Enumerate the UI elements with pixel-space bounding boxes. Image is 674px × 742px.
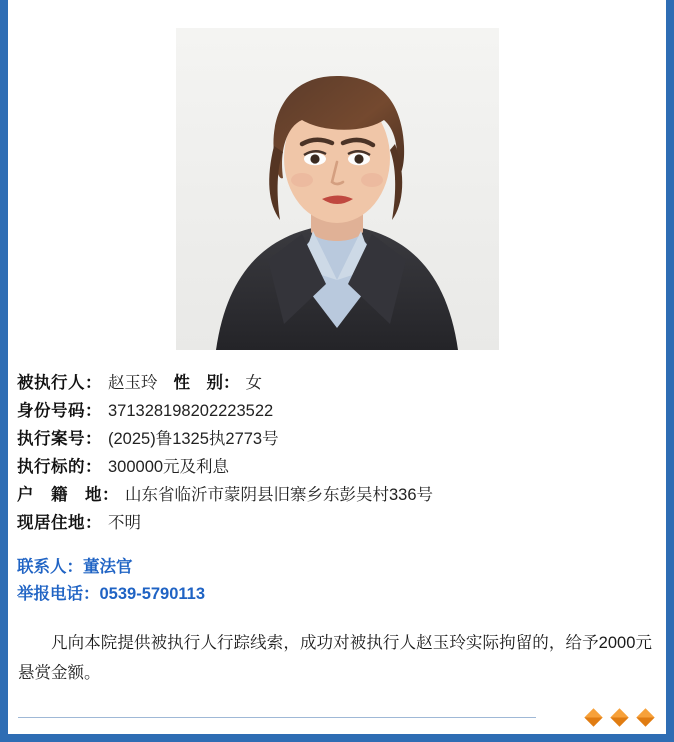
- label-contact-person: 联系人：: [17, 558, 83, 576]
- info-row-amount: [17, 454, 660, 480]
- footer-divider: [18, 717, 536, 718]
- person-photo: [176, 28, 499, 350]
- label-report-phone: 举报电话：: [17, 585, 100, 603]
- photo-container: [14, 0, 660, 350]
- poster-content: [8, 0, 666, 742]
- label-current-address: 现居住地: [17, 514, 85, 532]
- info-row-current-address: [17, 510, 660, 536]
- reward-paragraph: 凡向本院提供被执行人行踪线索，成功对被执行人赵玉玲实际拘留的，给予2000元悬赏金额。: [18, 634, 652, 682]
- label-executed-person: 被执行人: [17, 374, 85, 392]
- value-executed-person: 赵玉玲: [108, 374, 158, 392]
- contact-block: [14, 554, 660, 608]
- colon-1: ：: [85, 402, 102, 420]
- left-blue-rail: [0, 0, 8, 742]
- diamond-icon-2: [610, 708, 628, 726]
- value-contact-person: 董法官: [83, 558, 133, 576]
- case-info-block: [14, 370, 660, 536]
- footer-ornament: [8, 700, 666, 734]
- contact-person-row: [17, 554, 660, 581]
- info-row-id: [17, 398, 660, 424]
- right-blue-rail: [666, 0, 674, 742]
- value-id-number: 371328198202223522: [108, 402, 274, 420]
- colon-5: ：: [85, 514, 102, 532]
- value-gender: 女: [245, 374, 262, 392]
- diamond-icon-1: [584, 708, 602, 726]
- value-execution-target: 300000元及利息: [108, 458, 230, 476]
- info-row-name: [17, 370, 660, 396]
- value-current-address: 不明: [108, 514, 141, 532]
- label-gender: 性 别：: [173, 374, 240, 392]
- value-household-registration: 山东省临沂市蒙阴县旧寨乡东彭吴村336号: [125, 486, 434, 504]
- info-row-case-number: [17, 426, 660, 452]
- info-row-residence-registration: [17, 482, 660, 508]
- colon-0: ：: [85, 374, 102, 392]
- report-phone-row: [17, 581, 660, 608]
- label-case-number: 执行案号: [17, 430, 85, 448]
- label-household-registration: 户 籍 地: [17, 486, 102, 504]
- value-case-number: (2025)鲁1325执2773号: [108, 430, 279, 448]
- diamond-icon-3: [636, 708, 654, 726]
- label-execution-target: 执行标的: [17, 458, 85, 476]
- colon-4: ：: [102, 486, 119, 504]
- colon-3: ：: [85, 458, 102, 476]
- bottom-blue-bar: [0, 734, 674, 742]
- label-id-number: 身份号码: [17, 402, 85, 420]
- value-report-phone[interactable]: 0539-5790113: [99, 585, 206, 603]
- colon-2: ：: [85, 430, 102, 448]
